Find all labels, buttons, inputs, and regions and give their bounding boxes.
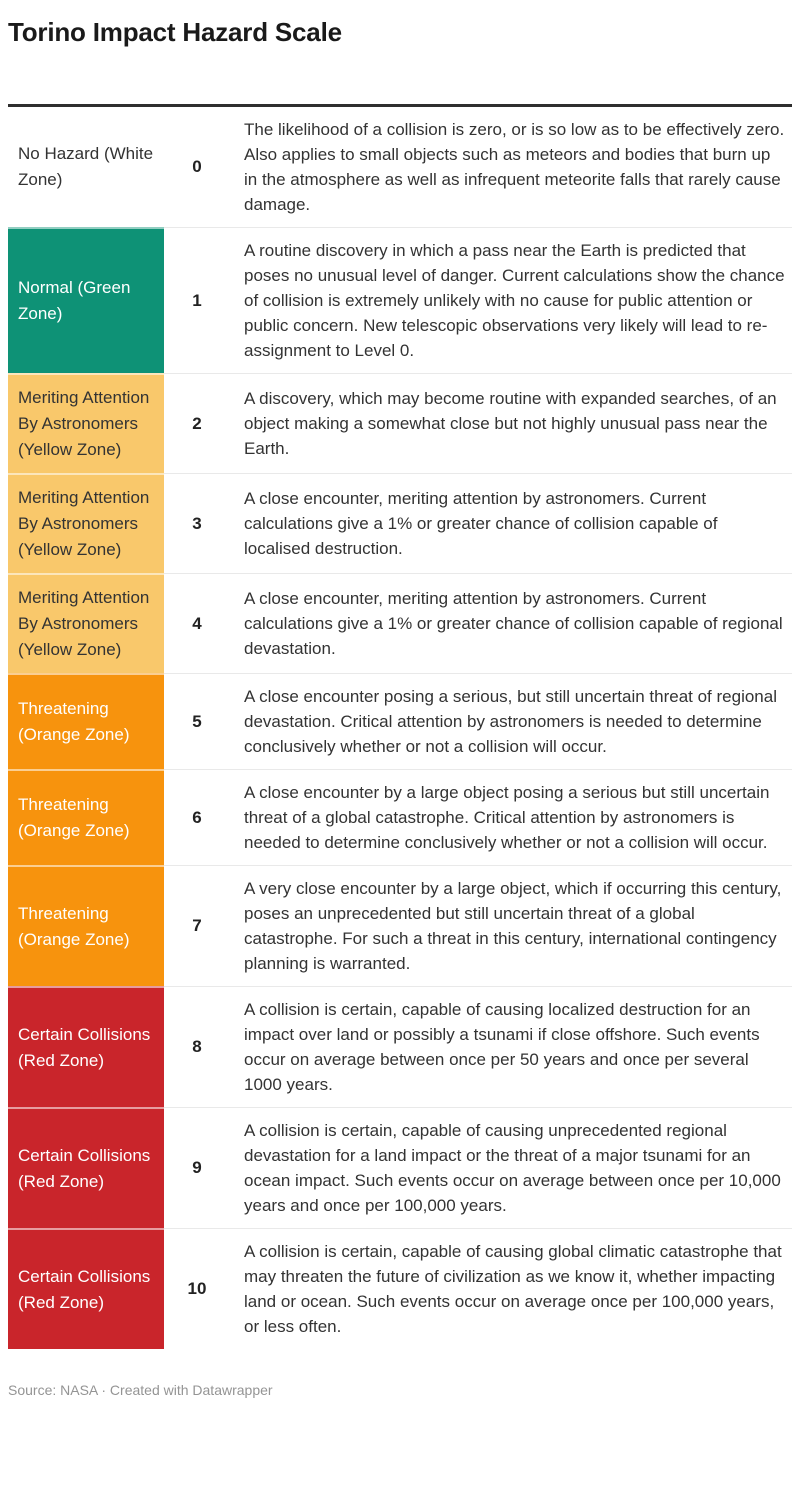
level-cell: 3 [164,473,230,573]
description-cell: A very close encounter by a large object, which if occurring this century, poses an unprecedented but still uncertain threat of a global catastrophe. For such a threat in this century, international contingency planning is warranted. [230,865,792,986]
level-cell: 1 [164,227,230,373]
zone-cell: Certain Collisions (Red Zone) [8,1107,164,1228]
description-cell: A close encounter, meriting attention by astronomers. Current calculations give a 1% or greater chance of collision capable of regional devastation. [230,573,792,673]
zone-cell: Threatening (Orange Zone) [8,865,164,986]
level-cell: 0 [192,157,202,176]
level-cell: 4 [164,573,230,673]
zone-cell: Meriting Attention By Astronomers (Yellow Zone) [8,473,164,573]
level-cell: 2 [164,373,230,473]
description-cell: A collision is certain, capable of causing global climatic catastrophe that may threaten the future of civilization as we know it, whether impacting land or ocean. Such events occur on average once per 100,000 years, or less often. [230,1228,792,1349]
description-cell: A close encounter by a large object posing a serious but still uncertain threat of a global catastrophe. Critical attention by astronomers is needed to determine conclusively whether or not a collision will occur. [230,769,792,865]
zone-cell: Normal (Green Zone) [8,227,164,373]
table-row [8,986,792,1107]
zone-cell: Meriting Attention By Astronomers (Yellow Zone) [8,373,164,473]
table-row [8,227,792,373]
level-cell: 10 [164,1228,230,1349]
level-cell: 8 [164,986,230,1107]
table-body [8,107,792,1349]
zone-cell: No Hazard (White Zone) [8,107,164,227]
table-row [8,769,792,865]
description-cell: A collision is certain, capable of causing unprecedented regional devastation for a land impact or the threat of a major tsunami for an ocean impact. Such events occur on average between once per 10,000 years and once per 100,000 years. [230,1107,792,1228]
description-cell: A discovery, which may become routine with expanded searches, of an object making a somewhat close but not highly unusual pass near the Earth. [230,373,792,473]
level-cell: 5 [164,673,230,769]
zone-cell: Meriting Attention By Astronomers (Yellow Zone) [8,573,164,673]
page-title: Torino Impact Hazard Scale [8,17,342,47]
table-row [8,373,792,473]
zone-cell: Threatening (Orange Zone) [8,673,164,769]
source-footer: Source: NASA · Created with Datawrapper [8,1382,273,1398]
level-cell: 9 [164,1107,230,1228]
table-row [8,473,792,573]
table-row [8,1228,792,1349]
level-cell: 7 [164,865,230,986]
description-cell: The likelihood of a collision is zero, or is so low as to be effectively zero. Also applies to small objects such as meteors and bodies that burn up in the atmosphere as well as infrequent meteorite falls that rarely cause damage. [244,120,785,214]
zone-cell: Certain Collisions (Red Zone) [8,1228,164,1349]
table-row [8,107,792,227]
table-row [8,1107,792,1228]
table-row [8,673,792,769]
description-cell: A close encounter, meriting attention by astronomers. Current calculations give a 1% or greater chance of collision capable of localised destruction. [230,473,792,573]
description-cell: A close encounter posing a serious, but still uncertain threat of regional devastation. Critical attention by astronomers is needed to determine conclusively whether or not a collision will occur. [230,673,792,769]
table-row [8,573,792,673]
description-cell: A routine discovery in which a pass near the Earth is predicted that poses no unusual level of danger. Current calculations show the chance of collision is extremely unlikely with no cause for public attention or public concern. New telescopic observations very likely will lead to re-assignment to Level 0. [230,227,792,373]
torino-scale-table [8,104,792,1349]
zone-cell: Certain Collisions (Red Zone) [8,986,164,1107]
table-row [8,865,792,986]
level-cell: 6 [164,769,230,865]
zone-cell: Threatening (Orange Zone) [8,769,164,865]
description-cell: A collision is certain, capable of causing localized destruction for an impact over land or possibly a tsunami if close offshore. Such events occur on average between once per 50 years and once per several 1000 years. [230,986,792,1107]
